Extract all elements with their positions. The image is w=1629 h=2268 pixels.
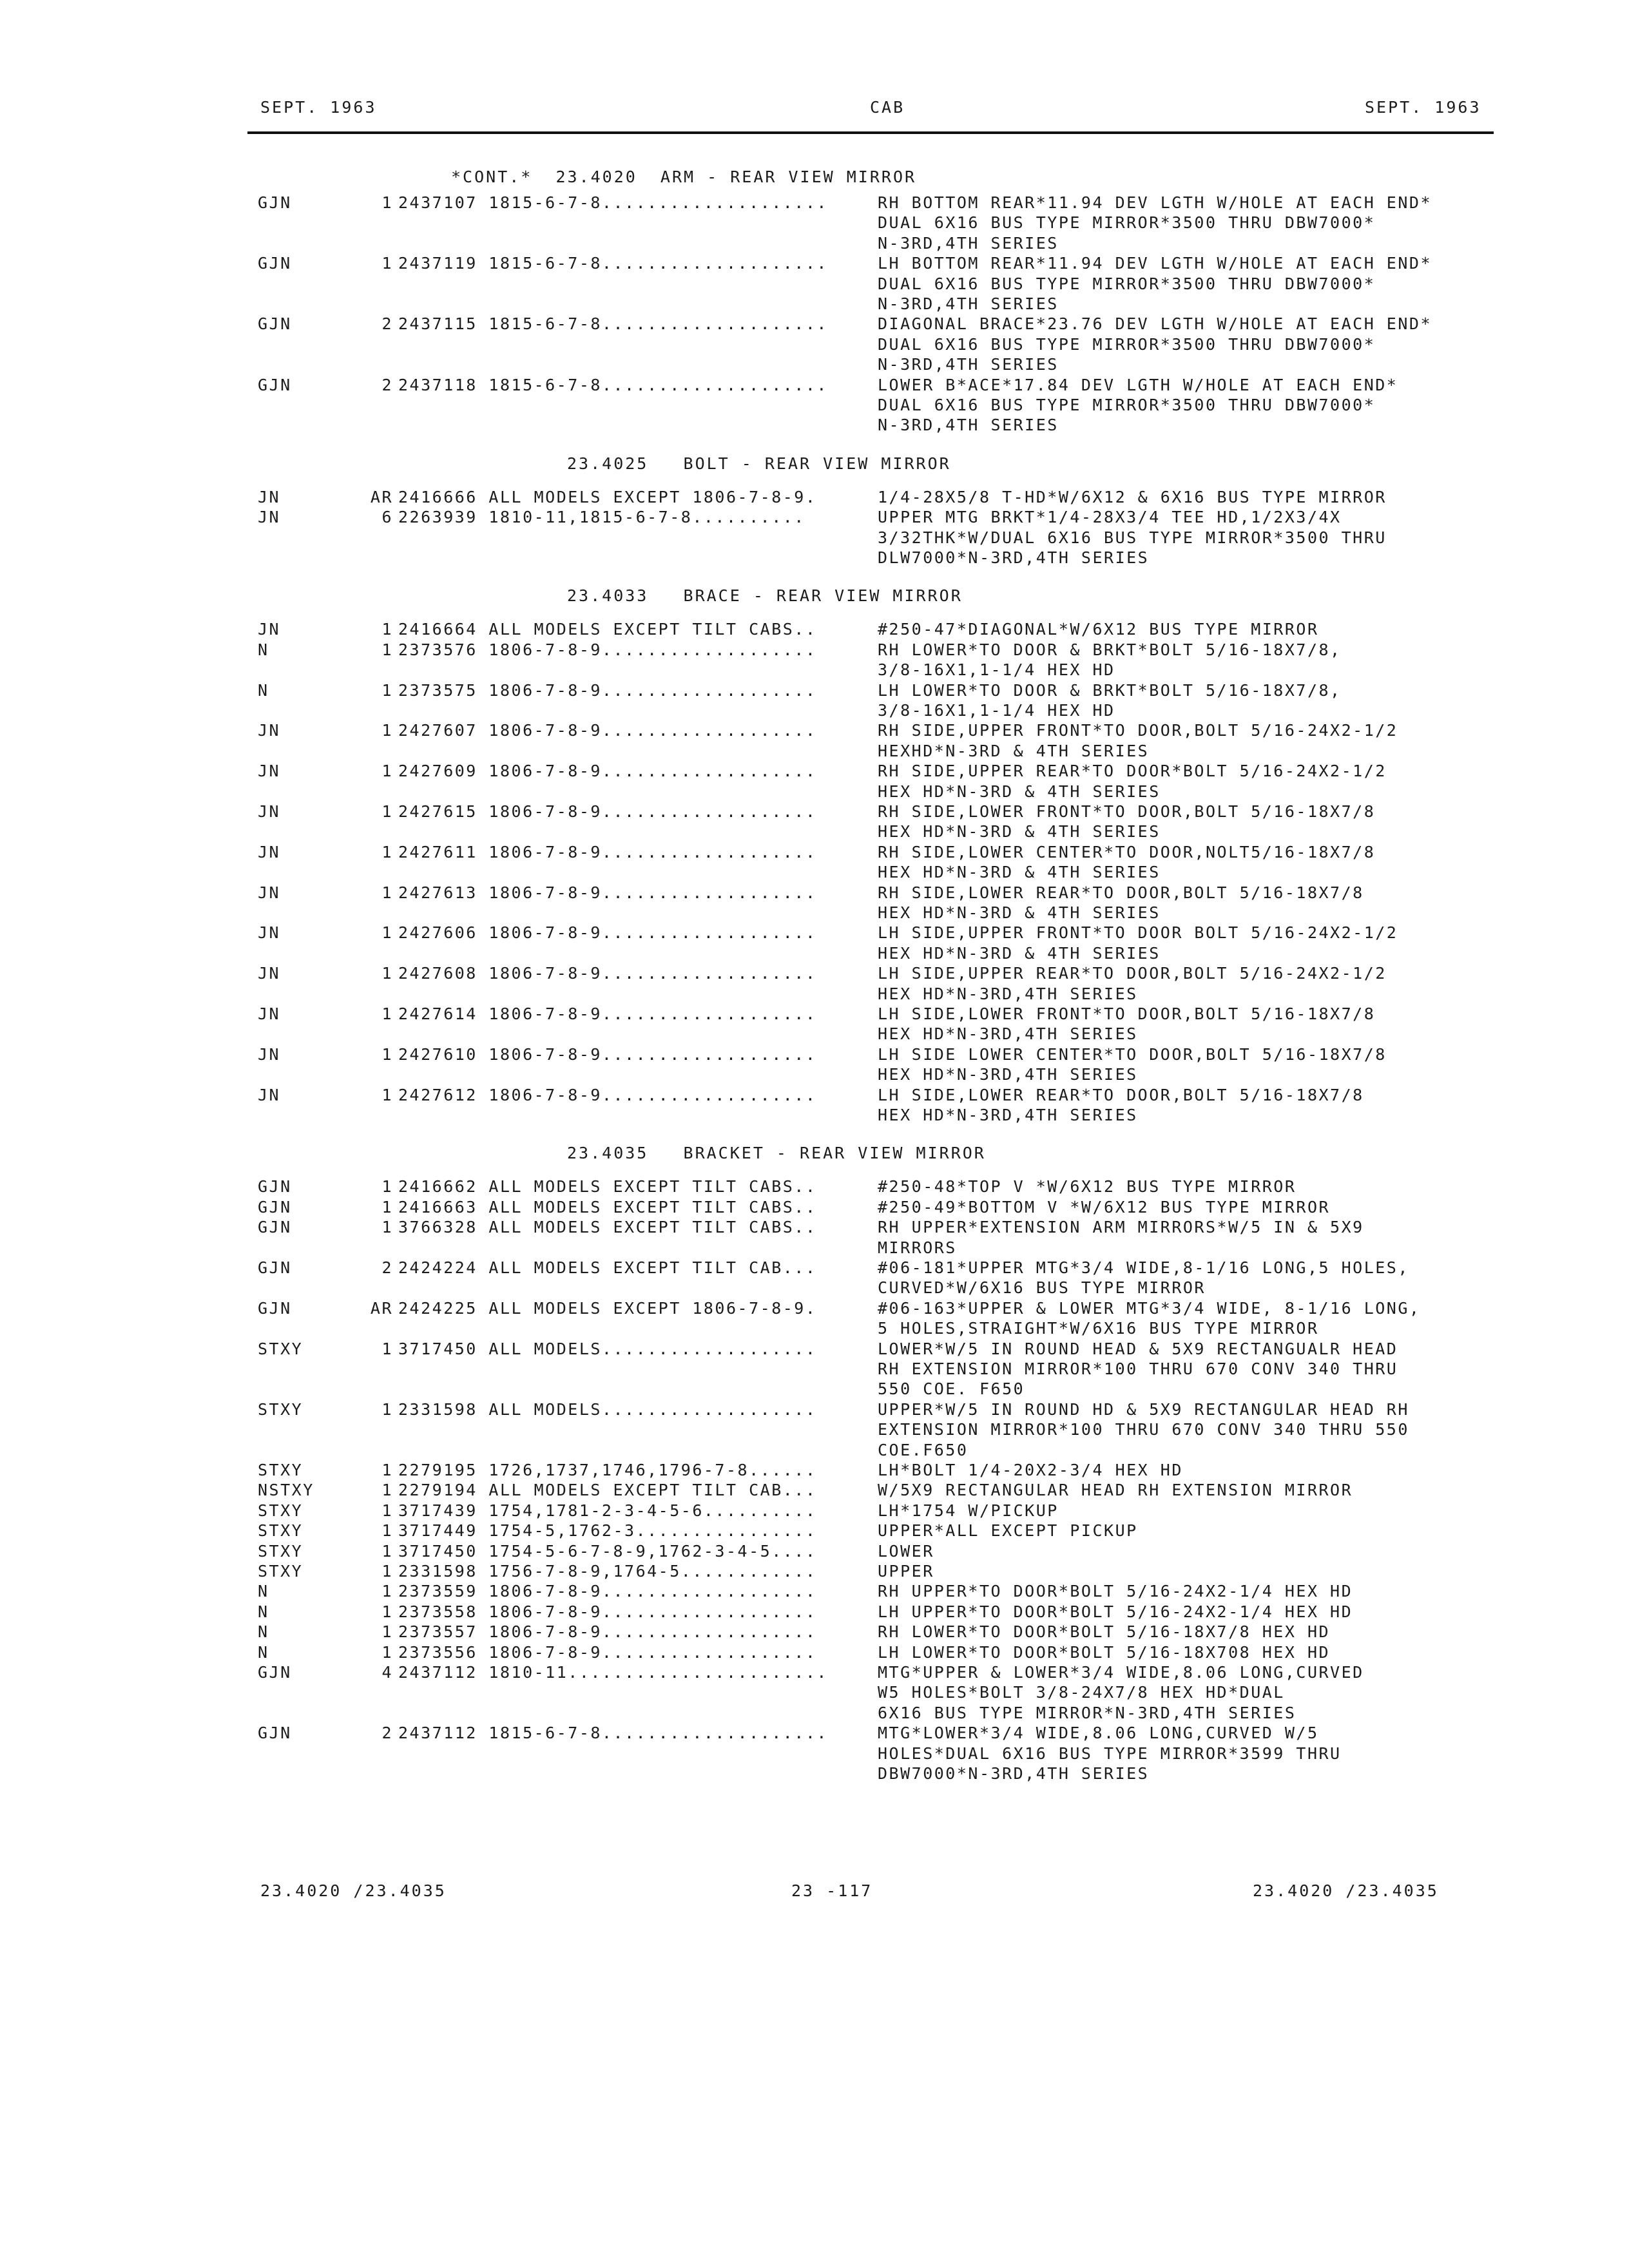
part-description-line: HEXHD*N-3RD & 4TH SERIES [878, 741, 1150, 760]
part-number-models: 2279195 1726,1737,1746,1796-7-8...... [398, 1461, 817, 1479]
footer-range-right: 23.4020 /23.4035 [1253, 1881, 1439, 1900]
section-title: 23.4025 BOLT - REAR VIEW MIRROR [567, 454, 951, 473]
quantity: 1 [381, 842, 393, 861]
part-description-line: CURVED*W/6X16 BUS TYPE MIRROR [878, 1278, 1206, 1298]
part-description-line: RH UPPER*EXTENSION ARM MIRRORS*W/5 IN & 5X9 [878, 1218, 1364, 1237]
part-number-models: 2373576 1806-7-8-9................... [398, 640, 817, 659]
part-description-line: #06-163*UPPER & LOWER MTG*3/4 WIDE, 8-1/16 LONG, [878, 1298, 1421, 1318]
part-number-models: 3717450 ALL MODELS................... [398, 1339, 817, 1358]
part-description-line: HEX HD*N-3RD & 4TH SERIES [878, 782, 1161, 801]
quantity: 1 [381, 1481, 393, 1500]
model-code: GJN [258, 1663, 292, 1682]
part-description-line: N-3RD,4TH SERIES [878, 294, 1059, 313]
part-number-models: 2427608 1806-7-8-9................... [398, 964, 817, 983]
model-code: STXY [258, 1521, 304, 1541]
part-number-models: 2424225 ALL MODELS EXCEPT 1806-7-8-9. [398, 1298, 817, 1318]
part-description-line: N-3RD,4TH SERIES [878, 416, 1059, 435]
part-number-models: 3717439 1754,1781-2-3-4-5-6.......... [398, 1501, 817, 1520]
part-description-line: 5 HOLES,STRAIGHT*W/6X16 BUS TYPE MIRROR [878, 1319, 1319, 1338]
quantity: 2 [381, 1724, 393, 1743]
quantity: 1 [381, 1461, 393, 1479]
part-number-models: 2331598 ALL MODELS................... [398, 1399, 817, 1419]
quantity: 1 [381, 1004, 393, 1023]
model-code: JN [258, 721, 281, 740]
part-description-line: LH UPPER*TO DOOR*BOLT 5/16-24X2-1/4 HEX HD [878, 1602, 1353, 1621]
model-code: GJN [258, 1298, 292, 1318]
quantity: AR [370, 1298, 393, 1318]
quantity: 1 [381, 1339, 393, 1358]
quantity: 1 [381, 802, 393, 821]
part-description-line: LOWER B*ACE*17.84 DEV LGTH W/HOLE AT EACH END* [878, 375, 1398, 394]
part-description-line: UPPER [878, 1562, 934, 1581]
quantity: 1 [381, 1085, 393, 1104]
quantity: 1 [381, 883, 393, 902]
part-description-line: N-3RD,4TH SERIES [878, 233, 1059, 253]
quantity: 4 [381, 1663, 393, 1682]
part-description-line: 550 COE. F650 [878, 1379, 1025, 1399]
part-description-line: LH BOTTOM REAR*11.94 DEV LGTH W/HOLE AT EACH END* [878, 254, 1432, 273]
part-description-line: DUAL 6X16 BUS TYPE MIRROR*3500 THRU DBW7000* [878, 396, 1376, 414]
quantity: 2 [381, 375, 393, 394]
model-code: JN [258, 842, 281, 861]
part-description-line: N-3RD,4TH SERIES [878, 355, 1059, 374]
part-number-models: 3766328 ALL MODELS EXCEPT TILT CABS.. [398, 1218, 817, 1237]
part-number-models: 2427607 1806-7-8-9................... [398, 721, 817, 740]
part-description-line: DBW7000*N-3RD,4TH SERIES [878, 1764, 1150, 1783]
header-date-left: SEPT. 1963 [260, 98, 377, 117]
part-description-line: HOLES*DUAL 6X16 BUS TYPE MIRROR*3599 THRU [878, 1744, 1342, 1763]
part-description-line: LH*BOLT 1/4-20X2-3/4 HEX HD [878, 1461, 1183, 1479]
part-description-line: LH SIDE,LOWER FRONT*TO DOOR,BOLT 5/16-18X7/8 [878, 1004, 1376, 1023]
quantity: 1 [381, 640, 393, 659]
model-code: N [258, 640, 269, 659]
quantity: 1 [381, 680, 393, 700]
part-number-models: 2427609 1806-7-8-9................... [398, 762, 817, 781]
part-description-line: DLW7000*N-3RD,4TH SERIES [878, 548, 1150, 567]
model-code: STXY [258, 1461, 304, 1479]
quantity: 1 [381, 1562, 393, 1581]
model-code: JN [258, 923, 281, 943]
part-description-line: HEX HD*N-3RD,4TH SERIES [878, 1065, 1138, 1084]
quantity: 1 [381, 1218, 393, 1237]
quantity: 1 [381, 721, 393, 740]
part-number-models: 2373557 1806-7-8-9................... [398, 1622, 817, 1642]
model-code: N [258, 1602, 269, 1621]
model-code: GJN [258, 1197, 292, 1216]
part-number-models: 3717449 1754-5,1762-3................ [398, 1521, 817, 1541]
part-description-line: HEX HD*N-3RD,4TH SERIES [878, 1106, 1138, 1124]
model-code: N [258, 680, 269, 700]
part-description-line: HEX HD*N-3RD & 4TH SERIES [878, 863, 1161, 882]
quantity: 1 [381, 1399, 393, 1419]
quantity: 1 [381, 964, 393, 983]
part-number-models: 2437115 1815-6-7-8.................... [398, 314, 828, 334]
part-number-models: 2427613 1806-7-8-9................... [398, 883, 817, 902]
part-description-line: RH LOWER*TO DOOR & BRKT*BOLT 5/16-18X7/8, [878, 640, 1342, 659]
part-description-line: HEX HD*N-3RD,4TH SERIES [878, 1024, 1138, 1044]
model-code: GJN [258, 193, 292, 212]
part-description-line: HEX HD*N-3RD,4TH SERIES [878, 984, 1138, 1003]
part-description-line: LH LOWER*TO DOOR & BRKT*BOLT 5/16-18X7/8, [878, 680, 1342, 700]
part-number-models: 2437112 1815-6-7-8.................... [398, 1724, 828, 1743]
header-rule [247, 131, 1494, 134]
quantity: 1 [381, 1177, 393, 1196]
part-number-models: 2427614 1806-7-8-9................... [398, 1004, 817, 1023]
header-section-title: CAB [870, 98, 905, 117]
part-description-line: LH SIDE,UPPER REAR*TO DOOR,BOLT 5/16-24X2-1/2 [878, 964, 1387, 983]
quantity: 2 [381, 1258, 393, 1277]
quantity: 1 [381, 1521, 393, 1541]
model-code: JN [258, 964, 281, 983]
model-code: GJN [258, 254, 292, 273]
part-description-line: DIAGONAL BRACE*23.76 DEV LGTH W/HOLE AT EACH END* [878, 314, 1432, 334]
part-description-line: HEX HD*N-3RD & 4TH SERIES [878, 943, 1161, 963]
quantity: 1 [381, 254, 393, 273]
model-code: GJN [258, 1218, 292, 1237]
part-number-models: 2373556 1806-7-8-9................... [398, 1642, 817, 1662]
part-description-line: 3/32THK*W/DUAL 6X16 BUS TYPE MIRROR*3500 THRU [878, 528, 1387, 547]
quantity: 2 [381, 314, 393, 334]
model-code: STXY [258, 1541, 304, 1561]
part-number-models: 2437119 1815-6-7-8.................... [398, 254, 828, 273]
quantity: 1 [381, 1602, 393, 1621]
model-code: STXY [258, 1399, 304, 1419]
part-description-line: RH BOTTOM REAR*11.94 DEV LGTH W/HOLE AT EACH END* [878, 193, 1432, 212]
model-code: GJN [258, 1258, 292, 1277]
part-description-line: DUAL 6X16 BUS TYPE MIRROR*3500 THRU DBW7000* [878, 274, 1376, 293]
part-description-line: 6X16 BUS TYPE MIRROR*N-3RD,4TH SERIES [878, 1703, 1296, 1722]
quantity: 1 [381, 1501, 393, 1520]
quantity: 1 [381, 620, 393, 639]
part-description-line: LH SIDE,UPPER FRONT*TO DOOR BOLT 5/16-24X2-1/2 [878, 923, 1398, 943]
part-description-line: RH EXTENSION MIRROR*100 THRU 670 CONV 340 THRU [878, 1360, 1398, 1378]
model-code: JN [258, 620, 281, 639]
model-code: N [258, 1642, 269, 1662]
part-description-line: #06-181*UPPER MTG*3/4 WIDE,8-1/16 LONG,5 HOLES, [878, 1258, 1409, 1277]
footer-range-left: 23.4020 /23.4035 [260, 1881, 447, 1900]
model-code: JN [258, 487, 281, 506]
part-number-models: 2427606 1806-7-8-9................... [398, 923, 817, 943]
header-date-right: SEPT. 1963 [1365, 98, 1481, 117]
section-title: *CONT.* 23.4020 ARM - REAR VIEW MIRROR [451, 168, 917, 186]
part-number-models: 2437118 1815-6-7-8.................... [398, 375, 828, 394]
part-number-models: 2427615 1806-7-8-9................... [398, 802, 817, 821]
quantity: 1 [381, 1642, 393, 1662]
model-code: JN [258, 802, 281, 821]
model-code: GJN [258, 1177, 292, 1196]
part-description-line: LH SIDE LOWER CENTER*TO DOOR,BOLT 5/16-18X7/8 [878, 1044, 1387, 1064]
quantity: 1 [381, 1582, 393, 1601]
part-description-line: UPPER*ALL EXCEPT PICKUP [878, 1521, 1138, 1541]
part-description-line: RH SIDE,UPPER FRONT*TO DOOR,BOLT 5/16-24X2-1/2 [878, 721, 1398, 740]
part-description-line: RH SIDE,LOWER FRONT*TO DOOR,BOLT 5/16-18X7/8 [878, 802, 1376, 821]
part-number-models: 2424224 ALL MODELS EXCEPT TILT CAB... [398, 1258, 817, 1277]
part-description-line: LOWER [878, 1541, 934, 1561]
model-code: STXY [258, 1562, 304, 1581]
model-code: JN [258, 1004, 281, 1023]
part-number-models: 2279194 ALL MODELS EXCEPT TILT CAB... [398, 1481, 817, 1500]
model-code: STXY [258, 1339, 304, 1358]
model-code: GJN [258, 375, 292, 394]
part-number-models: 2416662 ALL MODELS EXCEPT TILT CABS.. [398, 1177, 817, 1196]
model-code: JN [258, 508, 281, 527]
part-number-models: 2331598 1756-7-8-9,1764-5............ [398, 1562, 817, 1581]
footer-page-number: 23 -117 [791, 1881, 873, 1900]
quantity: 6 [381, 508, 393, 527]
quantity: 1 [381, 762, 393, 781]
quantity: 1 [381, 1541, 393, 1561]
part-description-line: MTG*LOWER*3/4 WIDE,8.06 LONG,CURVED W/5 [878, 1724, 1319, 1743]
part-description-line: DUAL 6X16 BUS TYPE MIRROR*3500 THRU DBW7000* [878, 213, 1376, 233]
part-description-line: EXTENSION MIRROR*100 THRU 670 CONV 340 THRU 550 [878, 1420, 1409, 1439]
quantity: 1 [381, 1197, 393, 1216]
model-code: NSTXY [258, 1481, 314, 1500]
model-code: GJN [258, 314, 292, 334]
part-number-models: 2437112 1810-11....................... [398, 1663, 828, 1682]
part-description-line: RH SIDE,UPPER REAR*TO DOOR*BOLT 5/16-24X2-1/2 [878, 762, 1387, 781]
part-number-models: 2416664 ALL MODELS EXCEPT TILT CABS.. [398, 620, 817, 639]
part-description-line: RH SIDE,LOWER CENTER*TO DOOR,NOLT5/16-18X7/8 [878, 842, 1376, 861]
part-description-line: LOWER*W/5 IN ROUND HEAD & 5X9 RECTANGUALR HEAD [878, 1339, 1398, 1358]
quantity: 1 [381, 193, 393, 212]
part-description-line: #250-48*TOP V *W/6X12 BUS TYPE MIRROR [878, 1177, 1296, 1196]
section-title: 23.4033 BRACE - REAR VIEW MIRROR [567, 586, 963, 606]
model-code: GJN [258, 1724, 292, 1743]
part-description-line: MIRRORS [878, 1238, 957, 1257]
part-number-models: 2263939 1810-11,1815-6-7-8.......... [398, 508, 805, 527]
part-number-models: 3717450 1754-5-6-7-8-9,1762-3-4-5.... [398, 1541, 817, 1561]
part-number-models: 2427611 1806-7-8-9................... [398, 842, 817, 861]
quantity: 1 [381, 1044, 393, 1064]
model-code: JN [258, 1044, 281, 1064]
model-code: STXY [258, 1501, 304, 1520]
part-number-models: 2416666 ALL MODELS EXCEPT 1806-7-8-9. [398, 487, 817, 506]
part-description-line: COE.F650 [878, 1440, 969, 1459]
part-description-line: RH UPPER*TO DOOR*BOLT 5/16-24X2-1/4 HEX HD [878, 1582, 1353, 1601]
part-description-line: W/5X9 RECTANGULAR HEAD RH EXTENSION MIRROR [878, 1481, 1353, 1500]
part-description-line: DUAL 6X16 BUS TYPE MIRROR*3500 THRU DBW7000* [878, 334, 1376, 354]
part-description-line: 1/4-28X5/8 T-HD*W/6X12 & 6X16 BUS TYPE MIRROR [878, 487, 1387, 506]
quantity: 1 [381, 923, 393, 943]
model-code: JN [258, 1085, 281, 1104]
part-description-line: W5 HOLES*BOLT 3/8-24X7/8 HEX HD*DUAL [878, 1683, 1285, 1702]
part-description-line: UPPER MTG BRKT*1/4-28X3/4 TEE HD,1/2X3/4X [878, 508, 1342, 527]
part-number-models: 2373575 1806-7-8-9................... [398, 680, 817, 700]
model-code: N [258, 1622, 269, 1642]
part-description-line: LH LOWER*TO DOOR*BOLT 5/16-18X708 HEX HD [878, 1642, 1331, 1662]
part-description-line: #250-49*BOTTOM V *W/6X12 BUS TYPE MIRROR [878, 1197, 1331, 1216]
part-description-line: RH SIDE,LOWER REAR*TO DOOR,BOLT 5/16-18X7/8 [878, 883, 1364, 902]
model-code: N [258, 1582, 269, 1601]
part-number-models: 2373559 1806-7-8-9................... [398, 1582, 817, 1601]
part-description-line: HEX HD*N-3RD & 4TH SERIES [878, 822, 1161, 841]
part-description-line: 3/8-16X1,1-1/4 HEX HD [878, 660, 1115, 680]
part-number-models: 2416663 ALL MODELS EXCEPT TILT CABS.. [398, 1197, 817, 1216]
part-description-line: 3/8-16X1,1-1/4 HEX HD [878, 701, 1115, 720]
part-description-line: LH*1754 W/PICKUP [878, 1501, 1059, 1520]
model-code: JN [258, 762, 281, 781]
part-description-line: RH LOWER*TO DOOR*BOLT 5/16-18X7/8 HEX HD [878, 1622, 1331, 1642]
part-description-line: HEX HD*N-3RD & 4TH SERIES [878, 903, 1161, 922]
part-description-line: MTG*UPPER & LOWER*3/4 WIDE,8.06 LONG,CURVED [878, 1663, 1364, 1682]
part-number-models: 2437107 1815-6-7-8.................... [398, 193, 828, 212]
part-number-models: 2427612 1806-7-8-9................... [398, 1085, 817, 1104]
part-description-line: UPPER*W/5 IN ROUND HD & 5X9 RECTANGULAR HEAD RH [878, 1399, 1409, 1419]
model-code: JN [258, 883, 281, 902]
part-description-line: LH SIDE,LOWER REAR*TO DOOR,BOLT 5/16-18X7/8 [878, 1085, 1364, 1104]
part-number-models: 2427610 1806-7-8-9................... [398, 1044, 817, 1064]
quantity: AR [370, 487, 393, 506]
part-number-models: 2373558 1806-7-8-9................... [398, 1602, 817, 1621]
quantity: 1 [381, 1622, 393, 1642]
part-description-line: #250-47*DIAGONAL*W/6X12 BUS TYPE MIRROR [878, 620, 1319, 639]
section-title: 23.4035 BRACKET - REAR VIEW MIRROR [567, 1144, 986, 1163]
